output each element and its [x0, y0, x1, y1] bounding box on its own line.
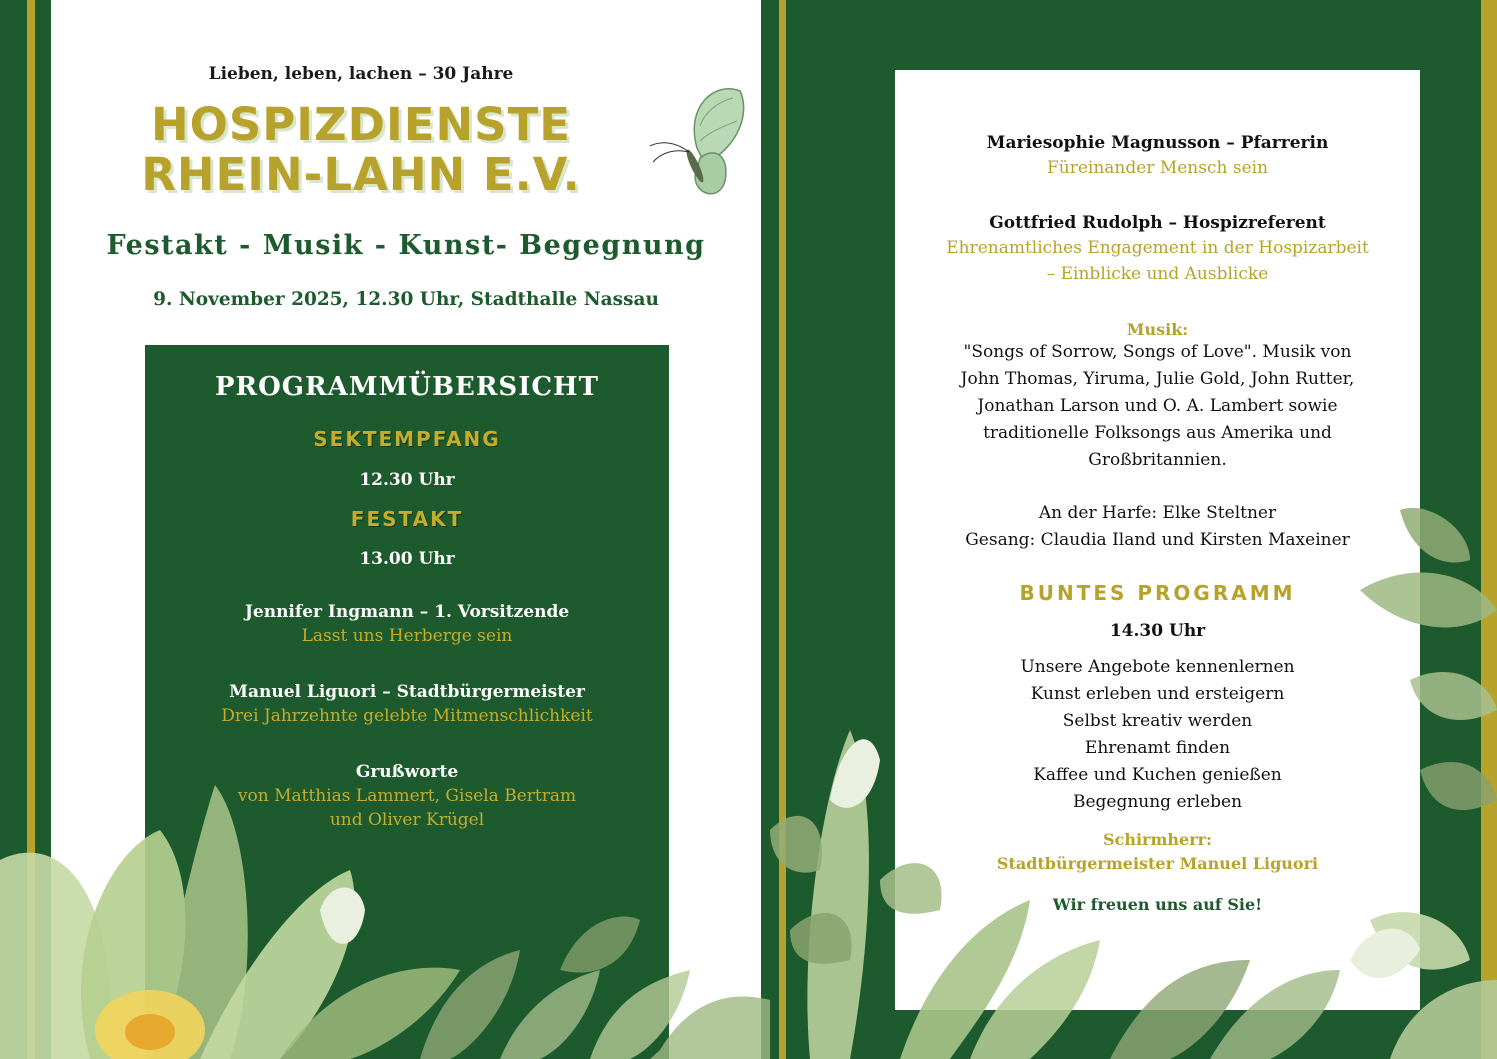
greetings-heading: Grußworte [355, 762, 459, 782]
speaker-topic: Drei Jahrzehnte gelebte Mitmenschlichkeit [221, 706, 593, 726]
speaker-topic: Füreinander Mensch sein [1046, 158, 1269, 178]
vocal-performers: Gesang: Claudia Iland und Kirsten Maxeiner [965, 530, 1350, 550]
speaker-item [895, 133, 1420, 181]
ceremony-time: 13.00 Uhr [359, 549, 455, 569]
patron-label: Schirmherr: [1103, 830, 1212, 849]
harp-performer: An der Harfe: Elke Steltner [1038, 503, 1277, 523]
list-item: Unsere Angebote kennenlernen [1020, 657, 1295, 677]
speaker-name: Manuel Liguori – Stadtbürgermeister [229, 682, 585, 702]
reception-time: 12.30 Uhr [359, 470, 455, 490]
event-date-location: 9. November 2025, 12.30 Uhr, Stadthalle Nassau [153, 289, 659, 310]
speaker-topic-line-2: – Einblicke und Ausblicke [1046, 264, 1269, 284]
lily-flower-decoration [0, 770, 770, 1059]
speaker-name: Mariesophie Magnusson – Pfarrerin [986, 133, 1329, 153]
list-item: Kunst erleben und ersteigern [1030, 684, 1285, 704]
colorful-program-time: 14.30 Uhr [1109, 621, 1206, 641]
reception-heading: SEKTEMPFANG [313, 427, 501, 451]
leaves-decoration [770, 500, 1497, 1059]
speaker-item [145, 602, 669, 646]
title-line-1: HOSPIZDIENSTE [150, 98, 572, 151]
event-tagline: Festakt - Musik - Kunst- Begegnung [106, 230, 706, 261]
closing-message: Wir freuen uns auf Sie! [1052, 895, 1263, 914]
butterfly-icon [645, 86, 750, 206]
anniversary-subtitle: Lieben, leben, lachen – 30 Jahre [208, 64, 514, 84]
music-line: Großbritannien. [1088, 450, 1227, 470]
greetings-line-1: von Matthias Lammert, Gisela Bertram [237, 786, 577, 806]
music-heading: Musik: [1126, 320, 1189, 339]
music-line: John Thomas, Yiruma, Julie Gold, John Rutter, [960, 369, 1355, 389]
music-line: Jonathan Larson und O. A. Lambert sowie [977, 396, 1338, 416]
list-item: Kaffee und Kuchen genießen [1033, 765, 1282, 785]
speaker-item [145, 682, 669, 726]
music-line: traditionelle Folksongs aus Amerika und [983, 423, 1332, 443]
speaker-topic: Lasst uns Herberge sein [301, 626, 513, 646]
speaker-item [895, 213, 1420, 287]
music-line: "Songs of Sorrow, Songs of Love". Musik von [963, 342, 1352, 362]
speaker-topic-line-1: Ehrenamtliches Engagement in der Hospizarbeit [946, 238, 1369, 258]
list-item: Begegnung erleben [1072, 792, 1243, 812]
list-item: Ehrenamt finden [1084, 738, 1231, 758]
program-overview-title: PROGRAMMÜBERSICHT [215, 372, 599, 402]
colorful-program-heading: BUNTES PROGRAMM [1019, 581, 1296, 605]
patron-name: Stadtbürgermeister Manuel Liguori [996, 854, 1319, 873]
greetings-line-2: und Oliver Krügel [329, 810, 485, 830]
speaker-name: Jennifer Ingmann – 1. Vorsitzende [244, 602, 570, 622]
speaker-name: Gottfried Rudolph – Hospizreferent [989, 213, 1326, 233]
ceremony-heading: FESTAKT [350, 507, 464, 531]
title-line-2: RHEIN-LAHN E.V. [141, 148, 581, 201]
list-item: Selbst kreativ werden [1062, 711, 1253, 731]
